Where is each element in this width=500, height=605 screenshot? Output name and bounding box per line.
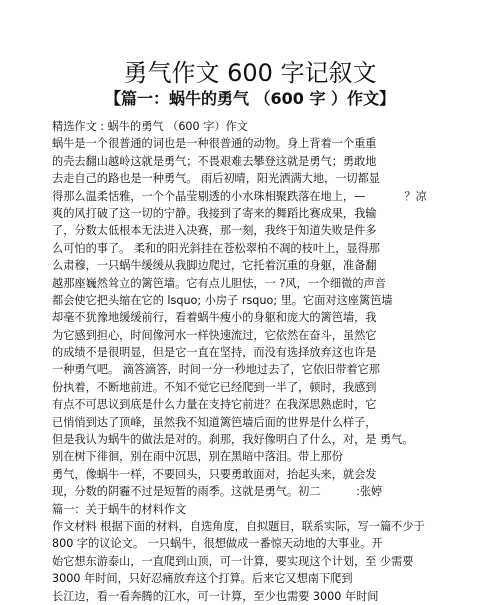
body-line: 3000 年时间，只好忍痛放弃这个打算。后来它又想南下爬到 [52, 572, 353, 586]
body-line: 为它感到担心，时间像河水一样快速流过，它依然在奋斗，虽然它 [52, 328, 377, 342]
body-line: 了，分数太低根本无法进入决赛，那一刻，我终于知道失败是件多 [52, 224, 377, 238]
body-line: 精选作文 : 蜗牛的勇气 （600 字）作文 [52, 120, 248, 133]
body-line: 的成绩不是很明显，但是它一直在坚持，而没有选择放弃这也许是 [52, 346, 377, 360]
body-line: 现，分数的阴霾不过是短暂的雨季。这就是勇气。初二 :张婷 [52, 485, 383, 499]
body-line: 800 字的议论文。 一只蜗牛，很想做成一番惊天动地的大事业。开 [52, 537, 383, 551]
body-line: 但是我认为蜗牛的做法是对的。刹那，我好像明白了什么，对，是 勇气。 [52, 433, 414, 447]
document-title: 勇气作文 600 字记叙文 [123, 59, 377, 87]
document-subtitle: 【篇一：蜗牛的勇气 （600 字 ）作文】 [104, 89, 396, 108]
body-line: 得那么温柔恬雅，一个个晶莹剔透的小水珠相聚跌落在地上，— ？凉 [52, 189, 427, 203]
body-line: 蜗牛是一个很普通的词也是一种很普通的动物。身上背着一个重重 [52, 137, 377, 151]
body-line: 爽的风打破了这一切的宁静。我接到了寄来的舞蹈比赛成果，我输 [52, 206, 377, 220]
body-line: 一种勇气吧。 滴答滴答，时间一分一秒地过去了，它依旧带着它那 [52, 363, 380, 377]
body-line: 已悄悄到达了顶峰，虽然我不知道篱笆墙后面的世界是什么样子， [52, 415, 377, 429]
body-line: 么肃穆，一只蜗牛缓缓从我脚边爬过，它托着沉重的身躯，准备翻 [52, 259, 377, 273]
body-line: 别在树下徘徊，别在雨中沉思，别在黑暗中落泪。带上那份 [52, 450, 343, 464]
body-line: 篇一：关于蜗牛的材料作文 [52, 502, 187, 516]
body-line: 么可怕的事了。 柔和的阳光斜挂在苍松翠柏不凋的枝叶上，显得那 [52, 241, 380, 255]
body-line: 都会使它把头缩在它的 lsquo; 小房子 rsquo; 里。它面对这座篱笆墙 [52, 293, 393, 307]
body-line: 的壳去翻山越岭这就是勇气；不畏艰难去攀登这就是勇气；勇敢地 [52, 154, 377, 168]
document-body [52, 118, 492, 605]
body-line: 越那座巍然耸立的篱笆墙。它有点儿胆怯，一 ?风，一个细微的声音 [52, 276, 386, 290]
body-line: 始它想东游泰山，一直爬到山顶，可一计算，要实现这个计划，至 少需要 [52, 554, 414, 568]
body-line: 作文材料 根据下面的材料，自选角度，自拟题目，联系实际，写一篇不少于 [52, 519, 425, 533]
body-line: 长江边，看一看奔腾的江水，可一计算，至少也需要 3000 年时间 [52, 589, 379, 603]
body-line: 勇气，像蜗牛一样，不要回头，只要勇敢面对，抬起头来，就会发 [52, 467, 377, 481]
body-line: 却毫不犹豫地缓缓前行，看着蜗牛瘦小的身躯和庞大的篱笆墙，我 [52, 311, 377, 325]
body-line: 份执着，不断地前进。不知不觉它已经爬到一半了，顿时，我感到 [52, 380, 377, 394]
body-line: 有点不可思议到底是什么力量在支持它前进？在我深思熟虑时，它 [52, 398, 377, 412]
body-line: 去走自己的路也是一种勇气。 雨后初晴，阳光洒满大地，一切都显 [52, 172, 380, 186]
